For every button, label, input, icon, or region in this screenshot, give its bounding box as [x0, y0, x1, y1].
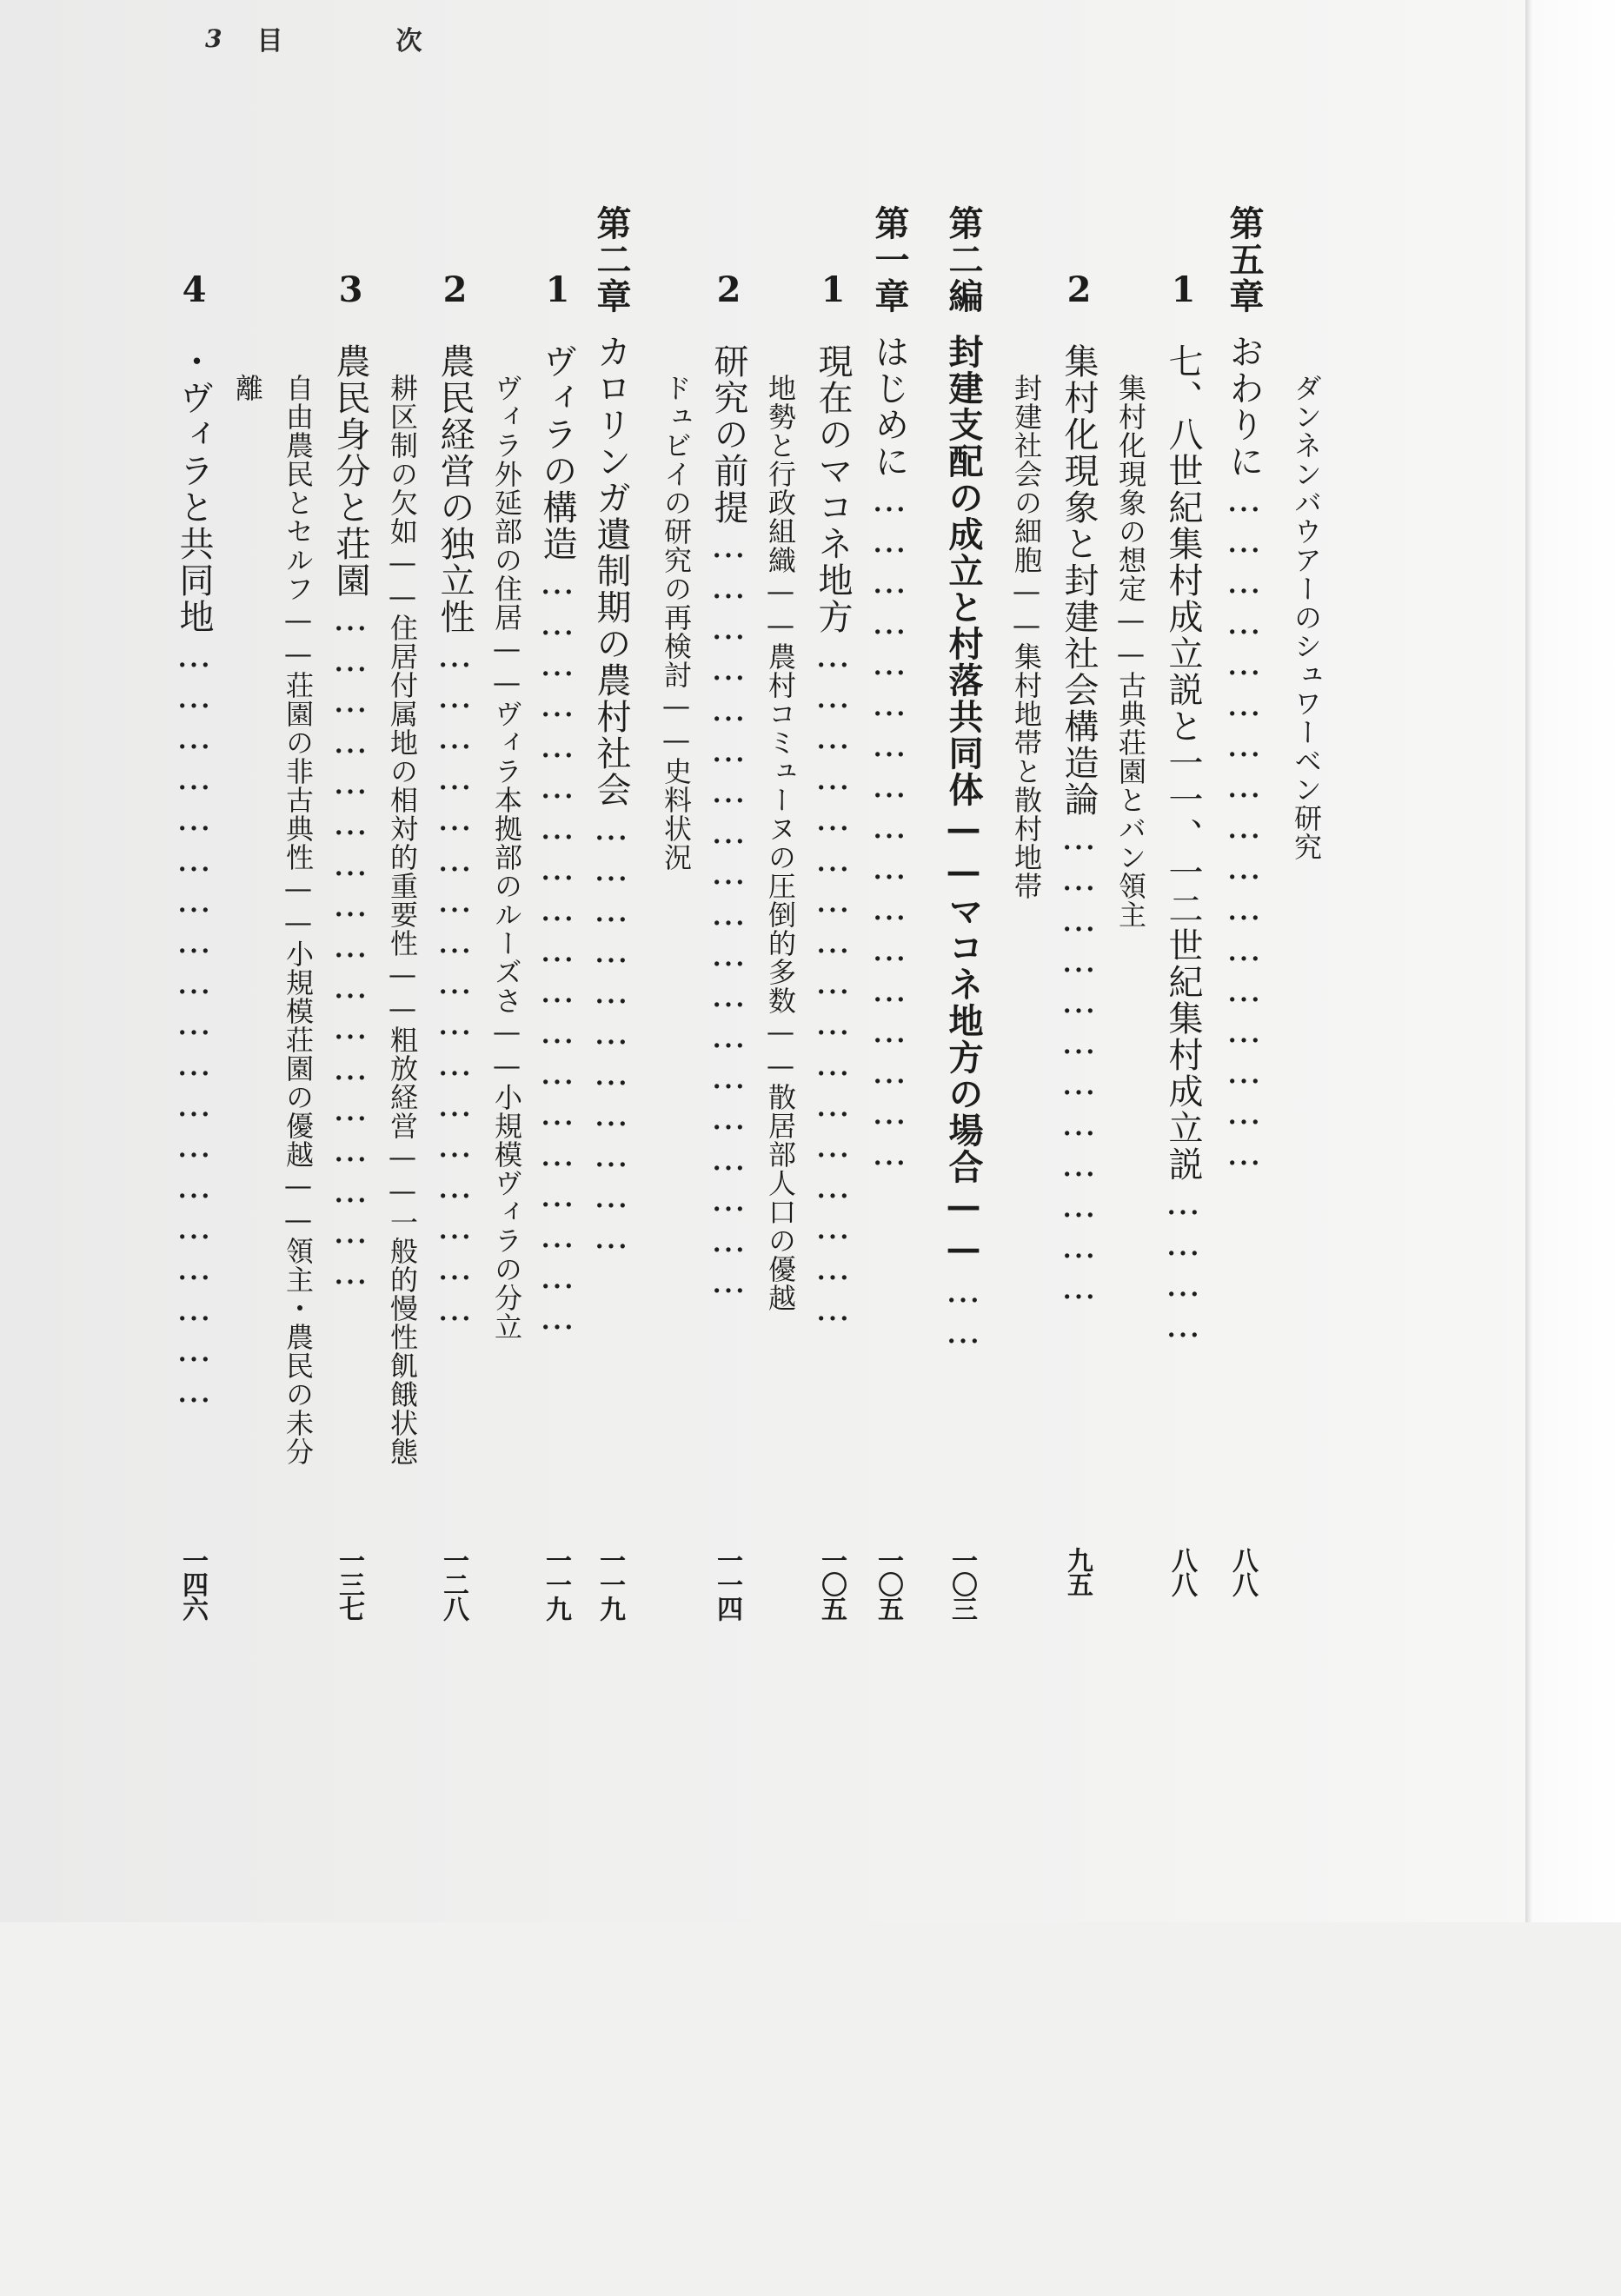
- toc-entry: [228, 0, 268, 2296]
- toc-entry-title: 耕区制の欠如——住居付属地の相対的重要性——粗放経営——一般的慢性飢餓状態: [386, 374, 419, 1466]
- toc-page-number: 一一九: [541, 1547, 571, 1620]
- toc-entry-title: おわりに: [1224, 334, 1264, 480]
- toc-chapter-label: 第五章: [1224, 205, 1265, 315]
- toc-section-number: 4: [174, 269, 215, 312]
- toc-section-number: 3: [330, 269, 371, 312]
- toc-entry-title: ・ヴィラと共同地: [174, 343, 214, 635]
- toc-entry: [1163, 0, 1203, 2192]
- toc-entry: [382, 0, 422, 2296]
- running-head-title-b: 次: [395, 26, 422, 56]
- toc-entry: [1059, 0, 1099, 2192]
- toc-entry: [435, 0, 475, 2192]
- toc-entry: [1286, 0, 1326, 2296]
- toc-entry: [487, 0, 527, 2296]
- toc-page-number: 一四六: [177, 1547, 208, 1620]
- toc-page-number: 八八: [1166, 1547, 1197, 1596]
- toc-entry: [869, 0, 909, 2127]
- toc-section-number: 1: [1163, 269, 1204, 312]
- toc-page-number: 一〇三: [947, 1547, 977, 1620]
- toc-page-number: 一三七: [334, 1547, 364, 1620]
- toc-entry-title: 地勢と行政組織——農村コミューヌの圧倒的多数——散居部人口の優越: [764, 374, 797, 1312]
- toc-entry-title: 自由農民とセルフ——荘園の非古典性——小規模荘園の優越——領主・農民の未分: [282, 374, 315, 1466]
- toc-entry: [1006, 0, 1046, 2296]
- toc-section-number: 2: [435, 269, 475, 312]
- toc-page-number: 一一九: [595, 1547, 625, 1620]
- toc-entry-title: はじめに: [869, 334, 909, 480]
- toc-page-number: 一一四: [712, 1547, 742, 1620]
- toc-entry-title: 七、八世紀集村成立説と一一、一二世紀集村成立説: [1163, 343, 1203, 1183]
- toc-entry: [943, 0, 983, 2127]
- toc-section-number: 2: [708, 269, 749, 312]
- toc-chapter-label: 第二章: [591, 205, 632, 315]
- toc-entry: [761, 0, 801, 2296]
- toc-page-number: 一〇五: [816, 1547, 847, 1620]
- toc-page-number: 八八: [1227, 1547, 1258, 1596]
- toc-leader-dots: …………………………………………………: [537, 562, 577, 1338]
- toc-entry-title: 集村化現象の想定——古典荘園とバン領主: [1114, 374, 1147, 929]
- toc-entry: [708, 0, 748, 2192]
- toc-leader-dots: ……………………………………………: [813, 635, 853, 1330]
- toc-entry: [591, 0, 631, 2127]
- toc-leader-dots: ……: [943, 1271, 983, 1352]
- toc-leader-dots: …………………………………………………: [174, 635, 214, 1411]
- toc-leader-dots: ……………………………………………: [869, 480, 909, 1174]
- toc-leader-dots: ……………………………………………: [1224, 480, 1264, 1174]
- toc-page-number: 一二八: [438, 1547, 468, 1620]
- toc-entry-title: カロリンガ遺制期の農村社会: [591, 334, 631, 808]
- toc-entry-title: ダンネンバウアーのシュワーベン研究: [1290, 374, 1323, 861]
- toc-leader-dots: ……………………………………………: [330, 599, 370, 1293]
- toc-page-number: 一〇五: [873, 1547, 903, 1620]
- toc-entry-title: 研究の前提: [708, 343, 748, 526]
- toc-leader-dots: ………………………………: [1059, 818, 1099, 1308]
- toc-entry-title: 現在のマコネ地方: [813, 343, 853, 635]
- running-head-page-number: 3: [205, 23, 223, 53]
- toc-entry-title: ヴィラの構造: [537, 343, 577, 562]
- toc-entry-title: ヴィラ外延部の住居——ヴィラ本拠部のルーズさ——小規模ヴィラの分立: [490, 374, 523, 1341]
- toc-chapter-label: 第二編: [943, 205, 984, 315]
- toc-leader-dots: …………………………………………………: [708, 526, 748, 1302]
- toc-entry: [1111, 0, 1151, 2296]
- toc-entry-title: 離: [231, 374, 264, 402]
- toc-leader-dots: ……………………………………………: [435, 635, 475, 1330]
- toc-entry-title: 封建社会の細胞——集村地帯と散村地帯: [1010, 374, 1043, 900]
- toc-entry-title: 集村化現象と封建社会構造論: [1059, 343, 1099, 818]
- toc-entry: [330, 0, 370, 2192]
- toc-section-number: 1: [813, 269, 854, 312]
- toc-section-number: 1: [537, 269, 578, 312]
- toc-entry: [278, 0, 318, 2296]
- toc-entry-title: ドュビイの研究の再検討——史料状況: [660, 374, 693, 872]
- toc-entry: [1224, 0, 1264, 2127]
- toc-entry-title: 農民経営の独立性: [435, 343, 475, 635]
- toc-entry: [174, 0, 214, 2192]
- toc-entry: [813, 0, 853, 2192]
- toc-entry: [656, 0, 696, 2296]
- toc-entry-title: 封建支配の成立と村落共同体——マコネ地方の場合——: [943, 334, 984, 1271]
- toc-page-number: 九五: [1062, 1547, 1093, 1596]
- toc-section-number: 2: [1059, 269, 1099, 312]
- toc-leader-dots: ……………………………: [591, 808, 631, 1257]
- page-edge: [1525, 0, 1621, 1922]
- toc-entry-title: 農民身分と荘園: [330, 343, 370, 599]
- running-head-title-a: 目: [256, 26, 283, 56]
- toc-chapter-label: 第一章: [869, 205, 910, 315]
- toc-entry: [537, 0, 577, 2192]
- toc-leader-dots: …………: [1163, 1183, 1203, 1346]
